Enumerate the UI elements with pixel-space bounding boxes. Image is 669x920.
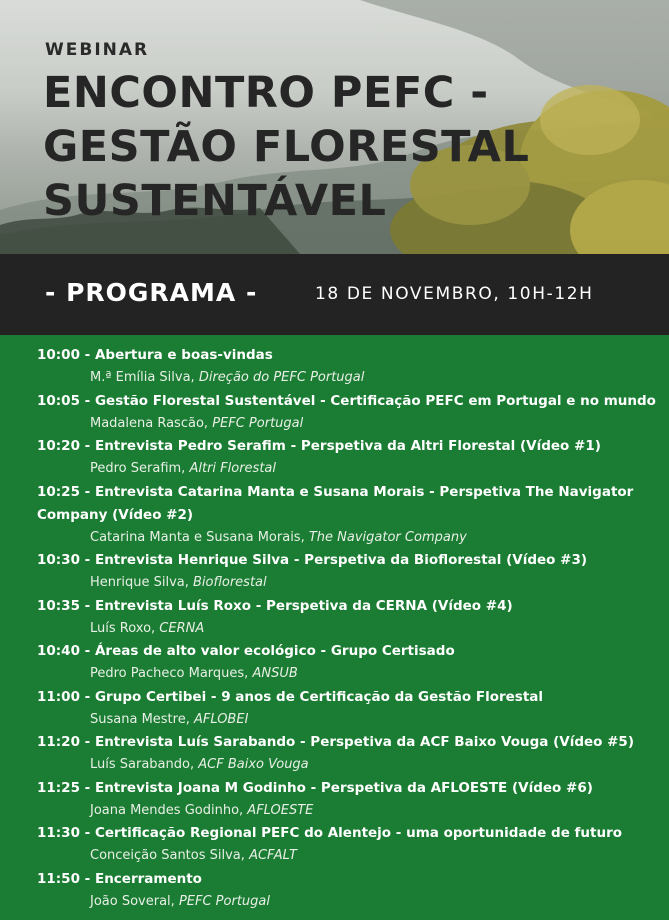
agenda-item-speaker-line [37,663,657,686]
agenda-item-speaker-line [37,754,657,777]
agenda-item-title: 11:30 - Certificação Regional PEFC do Alentejo - uma oportunidade de futuro [37,825,623,841]
speaker-organization: Altri Florestal [189,461,276,476]
agenda-item-title: 10:25 - Entrevista Catarina Manta e Susana Morais - Perspetiva The Navigator Company (Vídeo #2) [37,483,634,523]
agenda-item [37,390,657,436]
agenda-item-title: 11:00 - Grupo Certibei - 9 anos de Certificação da Gestão Florestal [37,688,544,705]
speaker-name: Conceição Santos Silva, [90,848,245,863]
agenda-item [37,777,657,823]
title-line: ENCONTRO PEFC - [43,68,489,118]
agenda-item-speaker-line [37,845,657,868]
title-line: SUSTENTÁVEL [43,176,387,226]
speaker-name: Luís Sarabando, [90,757,195,772]
agenda-item-speaker-line [37,527,657,550]
agenda-item-title: 11:20 - Entrevista Luís Sarabando - Perspetiva da ACF Baixo Vouga (Vídeo #5) [37,734,634,750]
speaker-name: Pedro Serafim, [90,461,186,476]
speaker-organization: PEFC Portugal [212,415,304,431]
agenda-item-title: 10:00 - Abertura e boas-vindas [37,347,273,363]
agenda-item [37,868,657,914]
speaker-organization: PEFC Portugal [178,893,270,909]
agenda-item-title: 11:50 - Encerramento [37,870,202,887]
agenda-item-title: 10:40 - Áreas de alto valor ecológico - Grupo Certisado [37,643,455,659]
agenda-item-speaker-line [37,709,657,732]
agenda-item-title: 11:25 - Entrevista Joana M Godinho - Perspetiva da AFLOESTE (Vídeo #6) [37,779,593,796]
agenda-item-speaker-line [37,413,657,436]
program-bar [0,254,669,335]
speaker-organization: ANSUB [252,666,298,681]
speaker-organization: Direção do PEFC Portugal [198,370,365,385]
speaker-name: Pedro Pacheco Marques, [90,666,249,681]
speaker-name: João Soveral, [90,893,175,909]
agenda-item-speaker-line [37,800,657,823]
program-label: - PROGRAMA - [45,278,258,307]
agenda-item-title: 10:30 - Entrevista Henrique Silva - Perspetiva da Bioflorestal (Vídeo #3) [37,552,588,568]
speaker-organization: AFLOBEI [193,711,249,727]
agenda-item [37,344,657,390]
hero-banner [0,0,669,254]
agenda-item-speaker-line [37,458,657,481]
event-date: 18 DE NOVEMBRO, 10H-12H [315,284,594,304]
speaker-name: Joana Mendes Godinho, [90,802,244,818]
speaker-organization: CERNA [159,620,205,636]
agenda-item-title: 10:35 - Entrevista Luís Roxo - Perspetiva da CERNA (Vídeo #4) [37,597,513,614]
agenda-item [37,731,657,777]
agenda-item [37,822,657,868]
title-line: GESTÃO FLORESTAL [43,122,530,172]
agenda-list [37,344,657,913]
agenda-item [37,435,657,481]
agenda-item-speaker-line [37,367,657,390]
speaker-name: M.ª Emília Silva, [90,370,195,385]
agenda-item-speaker-line [37,891,657,914]
agenda-item [37,686,657,732]
agenda-item-title: 10:05 - Gestão Florestal Sustentável - Certificação PEFC em Portugal e no mundo [37,392,656,409]
page-title [43,66,643,228]
eyebrow-label: WEBINAR [45,40,150,60]
speaker-name: Henrique Silva, [90,575,189,590]
speaker-name: Susana Mestre, [90,711,190,727]
speaker-name: Catarina Manta e Susana Morais, [90,529,305,545]
speaker-name: Luís Roxo, [90,620,156,636]
agenda-item [37,640,657,686]
agenda-item-speaker-line [37,572,657,595]
agenda-item-speaker-line [37,618,657,641]
speaker-name: Madalena Rascão, [90,415,209,431]
speaker-organization: The Navigator Company [308,529,467,545]
speaker-organization: Bioflorestal [193,575,267,590]
speaker-organization: AFLOESTE [247,802,314,818]
agenda-section [0,335,669,920]
agenda-item [37,595,657,641]
agenda-item [37,549,657,595]
agenda-item [37,481,657,550]
speaker-organization: ACFALT [249,848,297,863]
speaker-organization: ACF Baixo Vouga [198,757,309,772]
agenda-item-title: 10:20 - Entrevista Pedro Serafim - Perspetiva da Altri Florestal (Vídeo #1) [37,438,601,454]
